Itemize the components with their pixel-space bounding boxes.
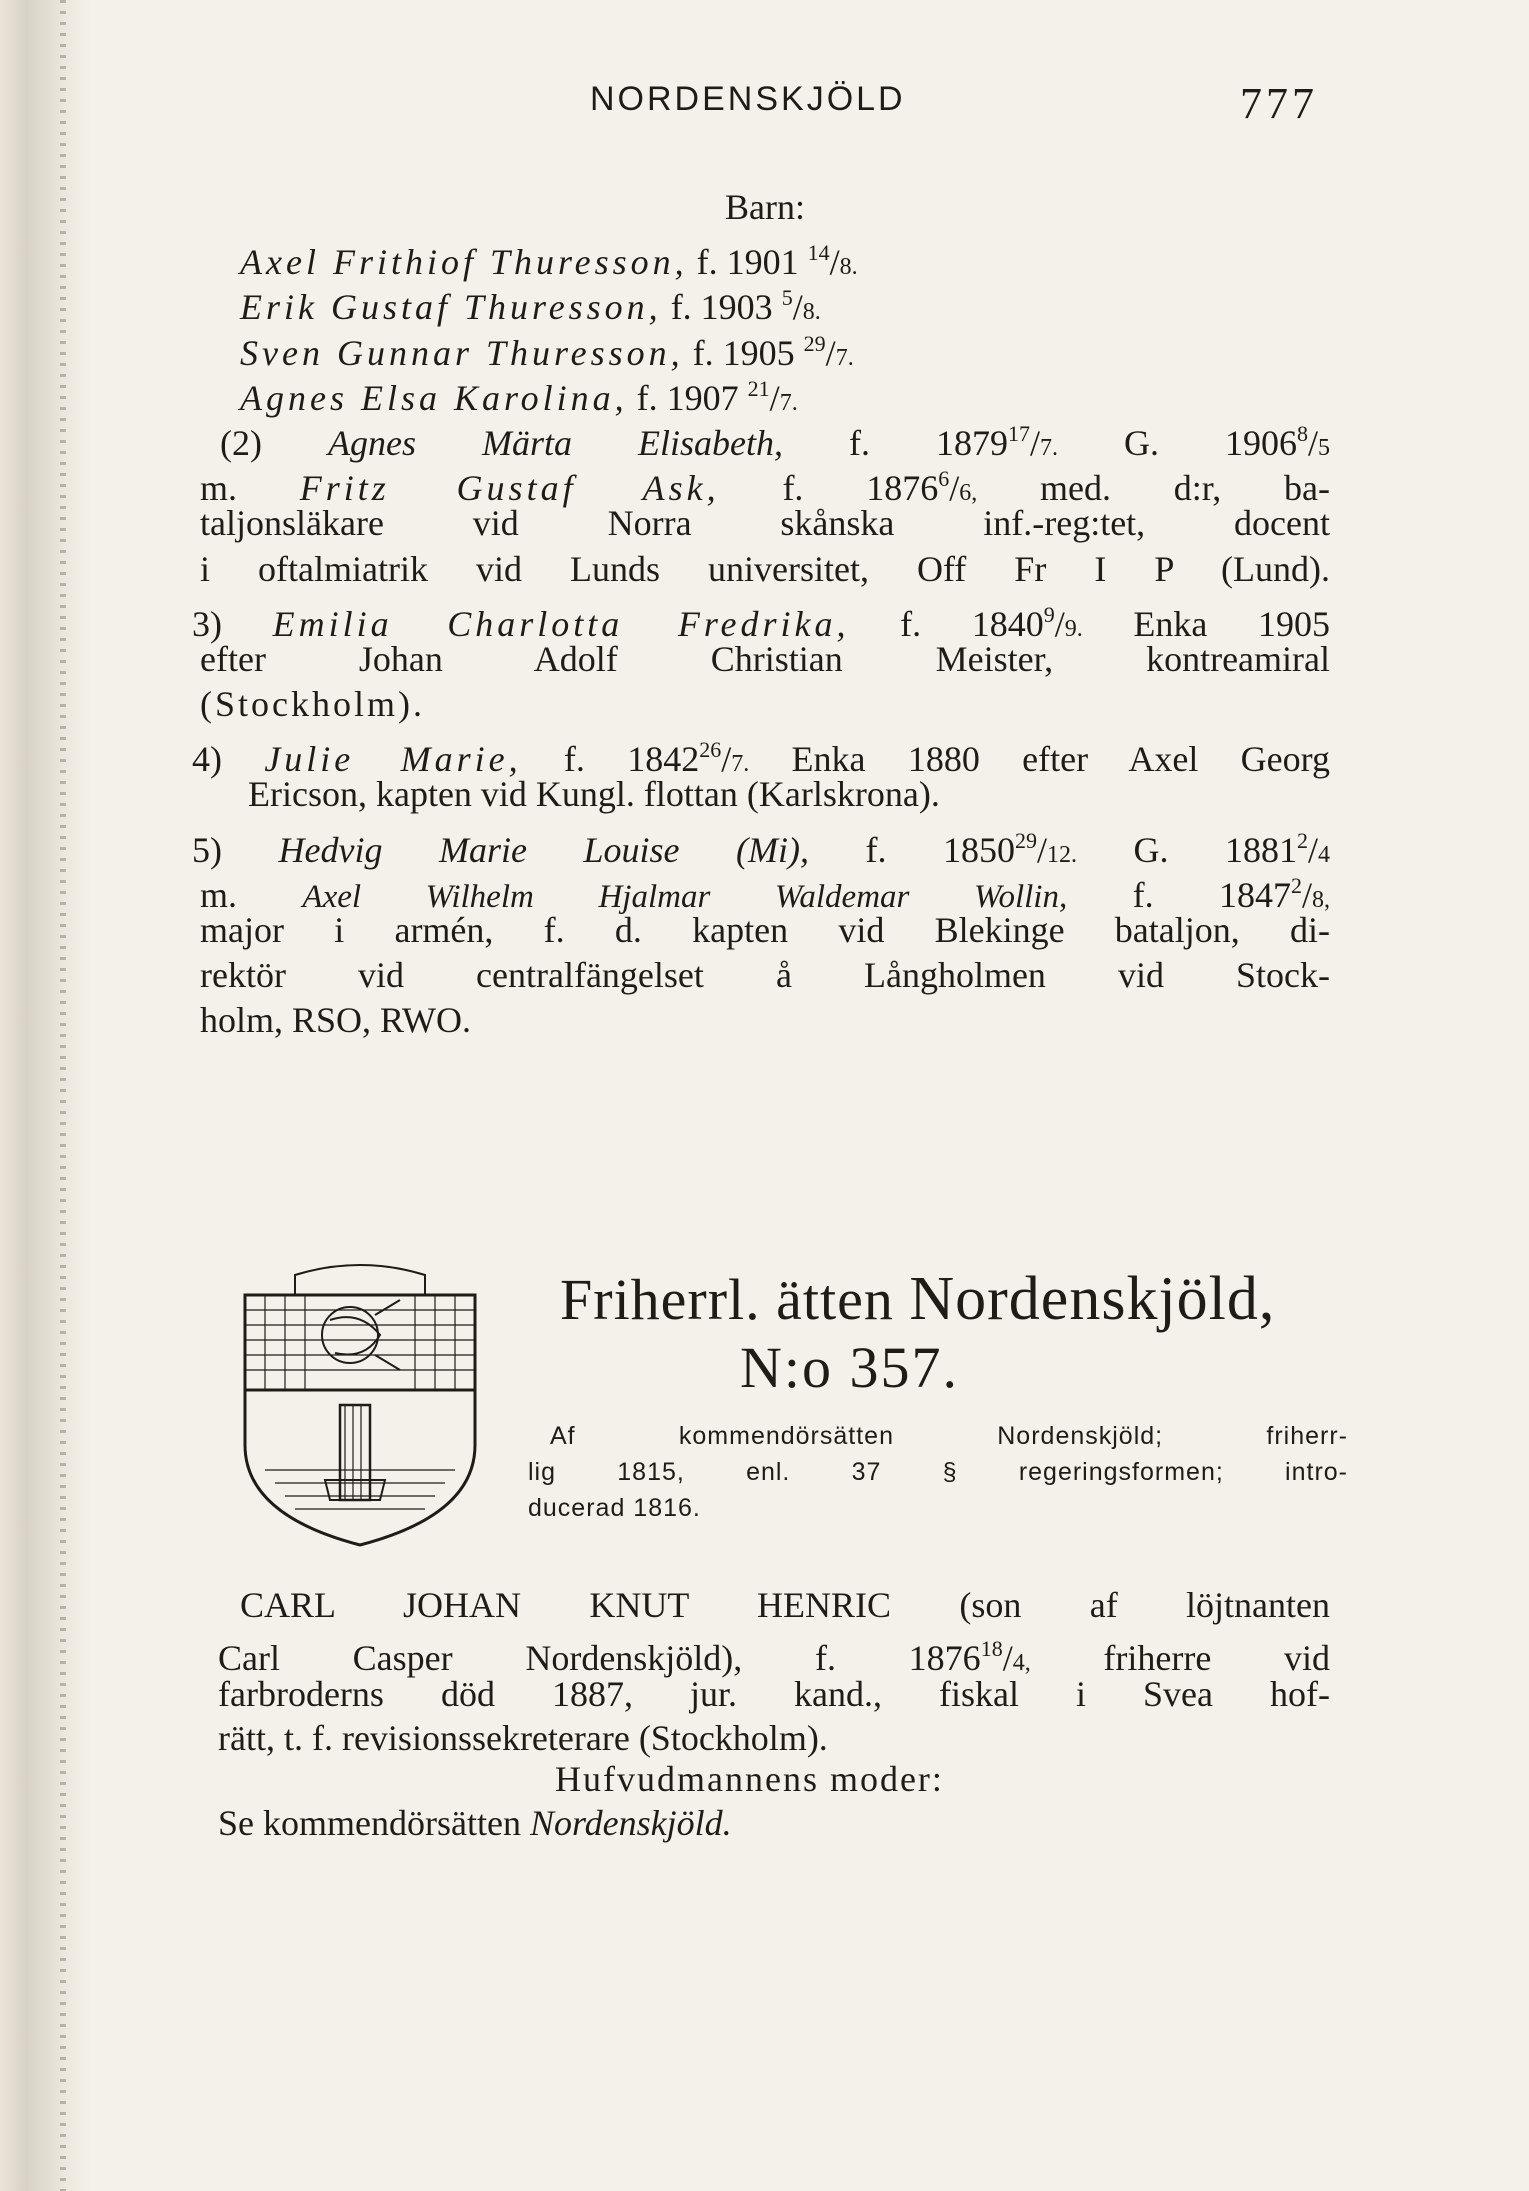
carl-line-1: CARL JOHAN KNUT HENRIC (son af löjtnanten xyxy=(240,1585,1330,1625)
entry-2-line-1: (2) Agnes Märta Elisabeth, f. 1879$^{17}$/7. G. 1906$^8$/5 xyxy=(220,420,1331,463)
entry-5-line-3: major i armén, f. d. kapten vid Blekinge bataljon, di- xyxy=(200,910,1330,950)
family-note-line-1: Af kommendörsätten Nordenskjöld; friherr- xyxy=(550,1422,1348,1450)
mother-reference xyxy=(0,1757,1529,1845)
entry-5-line-1: 5) Hedvig Marie Louise (Mi), f. 1850$^{29}$/12. G. 1881$^2$/4 xyxy=(192,827,1331,870)
entry-5-line-4: rektör vid centralfängelset å Långholmen vid Stock- xyxy=(200,955,1330,996)
child-entry: Agnes Elsa Karolina, f. 1907 $^{21}$/7. xyxy=(240,375,798,418)
coat-of-arms-image xyxy=(235,1255,485,1550)
entry-4-line-1: 4) Julie Marie, f. 1842$^{26}$/7. Enka 1880 efter Axel Georg xyxy=(192,737,1330,780)
page-number: 777 xyxy=(1240,79,1318,128)
entries-block xyxy=(192,185,1331,1044)
family-note-line-3: ducerad 1816. xyxy=(528,1494,701,1522)
barn-heading: Barn: xyxy=(725,187,805,227)
carl-line-4: rätt, t. f. revisionssekreterare (Stockholm). xyxy=(218,1717,828,1758)
child-entry: Sven Gunnar Thuresson, f. 1905 $^{29}$/7. xyxy=(240,330,854,373)
entry-3-line-2: efter Johan Adolf Christian Meister, kontreamiral xyxy=(200,638,1330,679)
family-note xyxy=(528,1418,1348,1526)
family-note-line-2: lig 1815, enl. 37 § regeringsformen; intro- xyxy=(528,1458,1348,1486)
entry-2-line-4: i oftalmiatrik vid Lunds universitet, Off Fr I P (Lund). xyxy=(200,548,1330,589)
see-reference: Se kommendörsätten Nordenskjöld. xyxy=(218,1803,732,1843)
entry-2-line-3: taljonsläkare vid Norra skånska inf.-reg:tet, docent xyxy=(200,503,1330,544)
entry-2-line-2: m. Fritz Gustaf Ask, f. 1876$^6$/6, med. d:r, ba- xyxy=(200,466,1331,509)
family-title: Friherrl. ätten Nordenskjöld, xyxy=(560,1265,1276,1333)
entry-3-line-1: 3) Emilia Charlotta Fredrika, f. 1840$^9$/9. Enka 1905 xyxy=(192,601,1331,644)
entry-5-line-2: m. Axel Wilhelm Hjalmar Waldemar Wollin, f. 1847$^2$/8, xyxy=(200,872,1331,915)
carl-line-2: Carl Casper Nordenskjöld), f. 1876$^{18}$/4, friherre vid xyxy=(218,1636,1331,1679)
child-entry: Axel Frithiof Thuresson, f. 1901 $^{14}$/8. xyxy=(240,240,858,283)
page-header xyxy=(0,80,1529,130)
moder-heading: Hufvudmannens moder: xyxy=(555,1759,944,1799)
book-binding-edge xyxy=(0,0,90,2191)
entry-4-line-2: Ericson, kapten vid Kungl. flottan (Karlskrona). xyxy=(248,774,940,815)
carl-entry xyxy=(218,1583,1330,1760)
family-number: N:o 357. xyxy=(740,1335,959,1400)
entry-3-line-3: (Stockholm). xyxy=(200,684,425,725)
carl-line-3: farbroderns död 1887, jur. kand., fiskal i Svea hof- xyxy=(218,1673,1330,1714)
child-entry: Erik Gustaf Thuresson, f. 1903 $^5$/8. xyxy=(240,285,821,328)
entry-5-line-5: holm, RSO, RWO. xyxy=(200,1000,472,1041)
running-title: NORDENSKJÖLD xyxy=(590,80,906,118)
family-heading xyxy=(560,1265,1340,1402)
